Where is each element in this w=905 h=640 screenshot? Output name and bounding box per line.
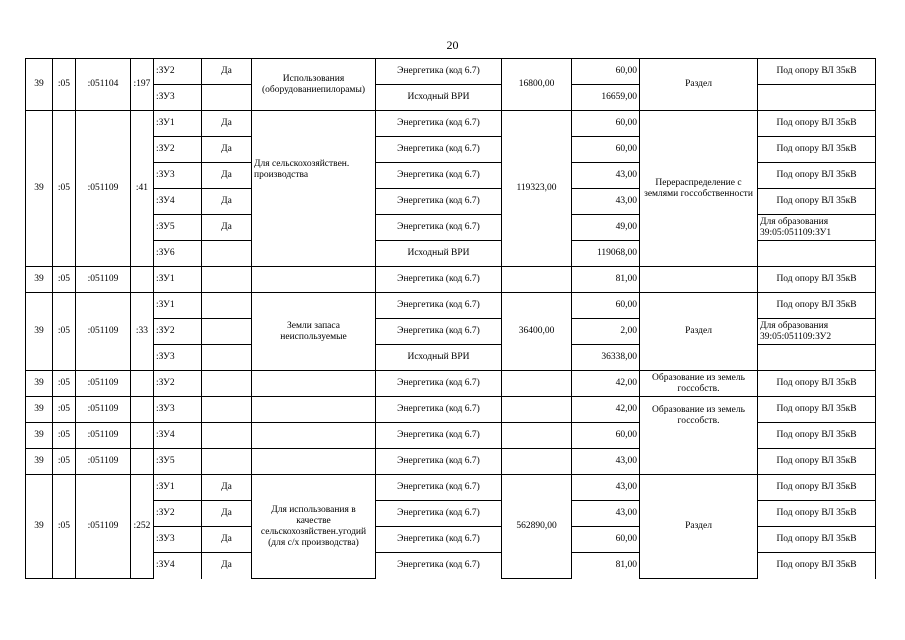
purpose-cell: Под опору ВЛ 35кВ [758,293,876,319]
area-cell: 49,00 [572,215,640,241]
district-cell: :05 [53,267,76,293]
method-cell: Раздел [640,475,758,579]
quarter-cell: :051109 [76,475,131,579]
flag-cell [202,397,252,423]
area-cell: 60,00 [572,111,640,137]
area-cell: 81,00 [572,553,640,579]
area-cell: 16659,00 [572,85,640,111]
zu-cell: :ЗУ3 [154,345,202,371]
vri-cell: Энергетика (код 6.7) [376,137,502,163]
vri-cell: Исходный ВРИ [376,85,502,111]
region-cell: 39 [26,475,53,579]
quarter-cell: :051109 [76,423,131,449]
region-cell: 39 [26,293,53,371]
parcel-cell: :197 [131,59,154,111]
use-cell [252,371,376,397]
parcel-cell: :41 [131,111,154,267]
zu-cell: :ЗУ1 [154,111,202,137]
area-cell: 81,00 [572,267,640,293]
method-cell [640,267,758,293]
quarter-cell: :051109 [76,371,131,397]
area-cell: 2,00 [572,319,640,345]
area-cell: 43,00 [572,475,640,501]
area-cell: 36338,00 [572,345,640,371]
zu-cell: :ЗУ2 [154,137,202,163]
purpose-cell: Под опору ВЛ 35кВ [758,423,876,449]
district-cell: :05 [53,449,76,475]
method-cell: Раздел [640,59,758,111]
zu-cell: :ЗУ3 [154,85,202,111]
total-area-cell [502,449,572,475]
district-cell: :05 [53,397,76,423]
use-cell: Для использования в качестве сельскохозяйствен.угодий (для с/х производства) [252,475,376,579]
zu-cell: :ЗУ2 [154,371,202,397]
purpose-cell: Под опору ВЛ 35кВ [758,59,876,85]
flag-cell [202,293,252,319]
purpose-cell: Под опору ВЛ 35кВ [758,449,876,475]
purpose-cell: Под опору ВЛ 35кВ [758,111,876,137]
vri-cell: Энергетика (код 6.7) [376,371,502,397]
flag-cell: Да [202,111,252,137]
vri-cell: Энергетика (код 6.7) [376,527,502,553]
flag-cell: Да [202,59,252,85]
quarter-cell: :051104 [76,59,131,111]
purpose-cell: Под опору ВЛ 35кВ [758,371,876,397]
vri-cell: Энергетика (код 6.7) [376,475,502,501]
purpose-cell: Под опору ВЛ 35кВ [758,501,876,527]
region-cell: 39 [26,397,53,423]
purpose-cell [758,241,876,267]
region-cell: 39 [26,449,53,475]
district-cell: :05 [53,111,76,267]
flag-cell [202,241,252,267]
flag-cell: Да [202,501,252,527]
zu-cell: :ЗУ5 [154,449,202,475]
area-cell: 60,00 [572,59,640,85]
total-area-cell: 119323,00 [502,111,572,267]
area-cell: 43,00 [572,501,640,527]
district-cell: :05 [53,423,76,449]
flag-cell [202,85,252,111]
area-cell: 43,00 [572,189,640,215]
zu-cell: :ЗУ3 [154,527,202,553]
purpose-cell: Под опору ВЛ 35кВ [758,267,876,293]
purpose-cell: Для образования 39:05:051109:ЗУ1 [758,215,876,241]
total-area-cell [502,267,572,293]
region-cell: 39 [26,423,53,449]
area-cell: 43,00 [572,163,640,189]
vri-cell: Энергетика (код 6.7) [376,319,502,345]
use-cell [252,449,376,475]
vri-cell: Исходный ВРИ [376,241,502,267]
parcel-cell [131,449,154,475]
zu-cell: :ЗУ6 [154,241,202,267]
district-cell: :05 [53,59,76,111]
region-cell: 39 [26,267,53,293]
page-number: 20 [446,38,459,52]
quarter-cell: :051109 [76,111,131,267]
flag-cell [202,423,252,449]
region-cell: 39 [26,59,53,111]
purpose-cell: Под опору ВЛ 35кВ [758,553,876,579]
flag-cell: Да [202,137,252,163]
vri-cell: Энергетика (код 6.7) [376,293,502,319]
flag-cell [202,371,252,397]
area-cell: 119068,00 [572,241,640,267]
district-cell: :05 [53,371,76,397]
zu-cell: :ЗУ5 [154,215,202,241]
area-cell: 60,00 [572,137,640,163]
purpose-cell: Под опору ВЛ 35кВ [758,189,876,215]
flag-cell: Да [202,475,252,501]
flag-cell [202,449,252,475]
table-row [26,475,876,501]
total-area-cell: 16800,00 [502,59,572,111]
flag-cell [202,267,252,293]
vri-cell: Энергетика (код 6.7) [376,501,502,527]
total-area-cell [502,371,572,397]
quarter-cell: :051109 [76,267,131,293]
total-area-cell: 36400,00 [502,293,572,371]
method-cell: Раздел [640,293,758,371]
table-row [26,111,876,137]
table-row [26,371,876,397]
zu-cell: :ЗУ2 [154,319,202,345]
parcel-cell [131,371,154,397]
zu-cell: :ЗУ2 [154,501,202,527]
area-cell: 43,00 [572,449,640,475]
vri-cell: Исходный ВРИ [376,345,502,371]
quarter-cell: :051109 [76,449,131,475]
vri-cell: Энергетика (код 6.7) [376,397,502,423]
region-cell: 39 [26,371,53,397]
purpose-cell: Под опору ВЛ 35кВ [758,137,876,163]
area-cell: 60,00 [572,293,640,319]
zu-cell: :ЗУ1 [154,267,202,293]
use-cell [252,423,376,449]
purpose-cell: Под опору ВЛ 35кВ [758,163,876,189]
zu-cell: :ЗУ3 [154,397,202,423]
vri-cell: Энергетика (код 6.7) [376,423,502,449]
parcel-cell [131,397,154,423]
parcel-cell: :33 [131,293,154,371]
purpose-cell: Под опору ВЛ 35кВ [758,397,876,423]
area-cell: 42,00 [572,397,640,423]
use-cell: Использования (оборудованиепилорамы) [252,59,376,111]
table-row [26,267,876,293]
total-area-cell [502,397,572,423]
use-cell [252,397,376,423]
purpose-cell [758,345,876,371]
area-cell: 42,00 [572,371,640,397]
purpose-cell: Для образования 39:05:051109:ЗУ2 [758,319,876,345]
parcel-table [25,58,876,579]
method-cell: Образование из земель госсобств. [640,397,758,475]
vri-cell: Энергетика (код 6.7) [376,189,502,215]
zu-cell: :ЗУ4 [154,189,202,215]
district-cell: :05 [53,475,76,579]
total-area-cell: 562890,00 [502,475,572,579]
method-cell: Образование из земель госсобств. [640,371,758,397]
flag-cell: Да [202,189,252,215]
flag-cell: Да [202,553,252,579]
zu-cell: :ЗУ2 [154,59,202,85]
vri-cell: Энергетика (код 6.7) [376,215,502,241]
table-row [26,397,876,423]
vri-cell: Энергетика (код 6.7) [376,111,502,137]
parcel-cell: :252 [131,475,154,579]
quarter-cell: :051109 [76,293,131,371]
flag-cell: Да [202,215,252,241]
vri-cell: Энергетика (код 6.7) [376,163,502,189]
zu-cell: :ЗУ4 [154,423,202,449]
flag-cell [202,319,252,345]
method-cell: Перераспределение с землями госсобственности [640,111,758,267]
use-cell: Для сельскохозяйствен. производства [252,111,376,267]
vri-cell: Энергетика (код 6.7) [376,59,502,85]
area-cell: 60,00 [572,423,640,449]
vri-cell: Энергетика (код 6.7) [376,449,502,475]
vri-cell: Энергетика (код 6.7) [376,553,502,579]
purpose-cell: Под опору ВЛ 35кВ [758,527,876,553]
parcel-cell [131,423,154,449]
flag-cell: Да [202,527,252,553]
use-cell: Земли запаса неиспользуемые [252,293,376,371]
table-row [26,59,876,85]
zu-cell: :ЗУ1 [154,475,202,501]
area-cell: 60,00 [572,527,640,553]
parcel-cell [131,267,154,293]
zu-cell: :ЗУ3 [154,163,202,189]
flag-cell: Да [202,163,252,189]
total-area-cell [502,423,572,449]
region-cell: 39 [26,111,53,267]
purpose-cell [758,85,876,111]
table-row [26,293,876,319]
vri-cell: Энергетика (код 6.7) [376,267,502,293]
use-cell [252,267,376,293]
zu-cell: :ЗУ1 [154,293,202,319]
flag-cell [202,345,252,371]
zu-cell: :ЗУ4 [154,553,202,579]
purpose-cell: Под опору ВЛ 35кВ [758,475,876,501]
district-cell: :05 [53,293,76,371]
quarter-cell: :051109 [76,397,131,423]
